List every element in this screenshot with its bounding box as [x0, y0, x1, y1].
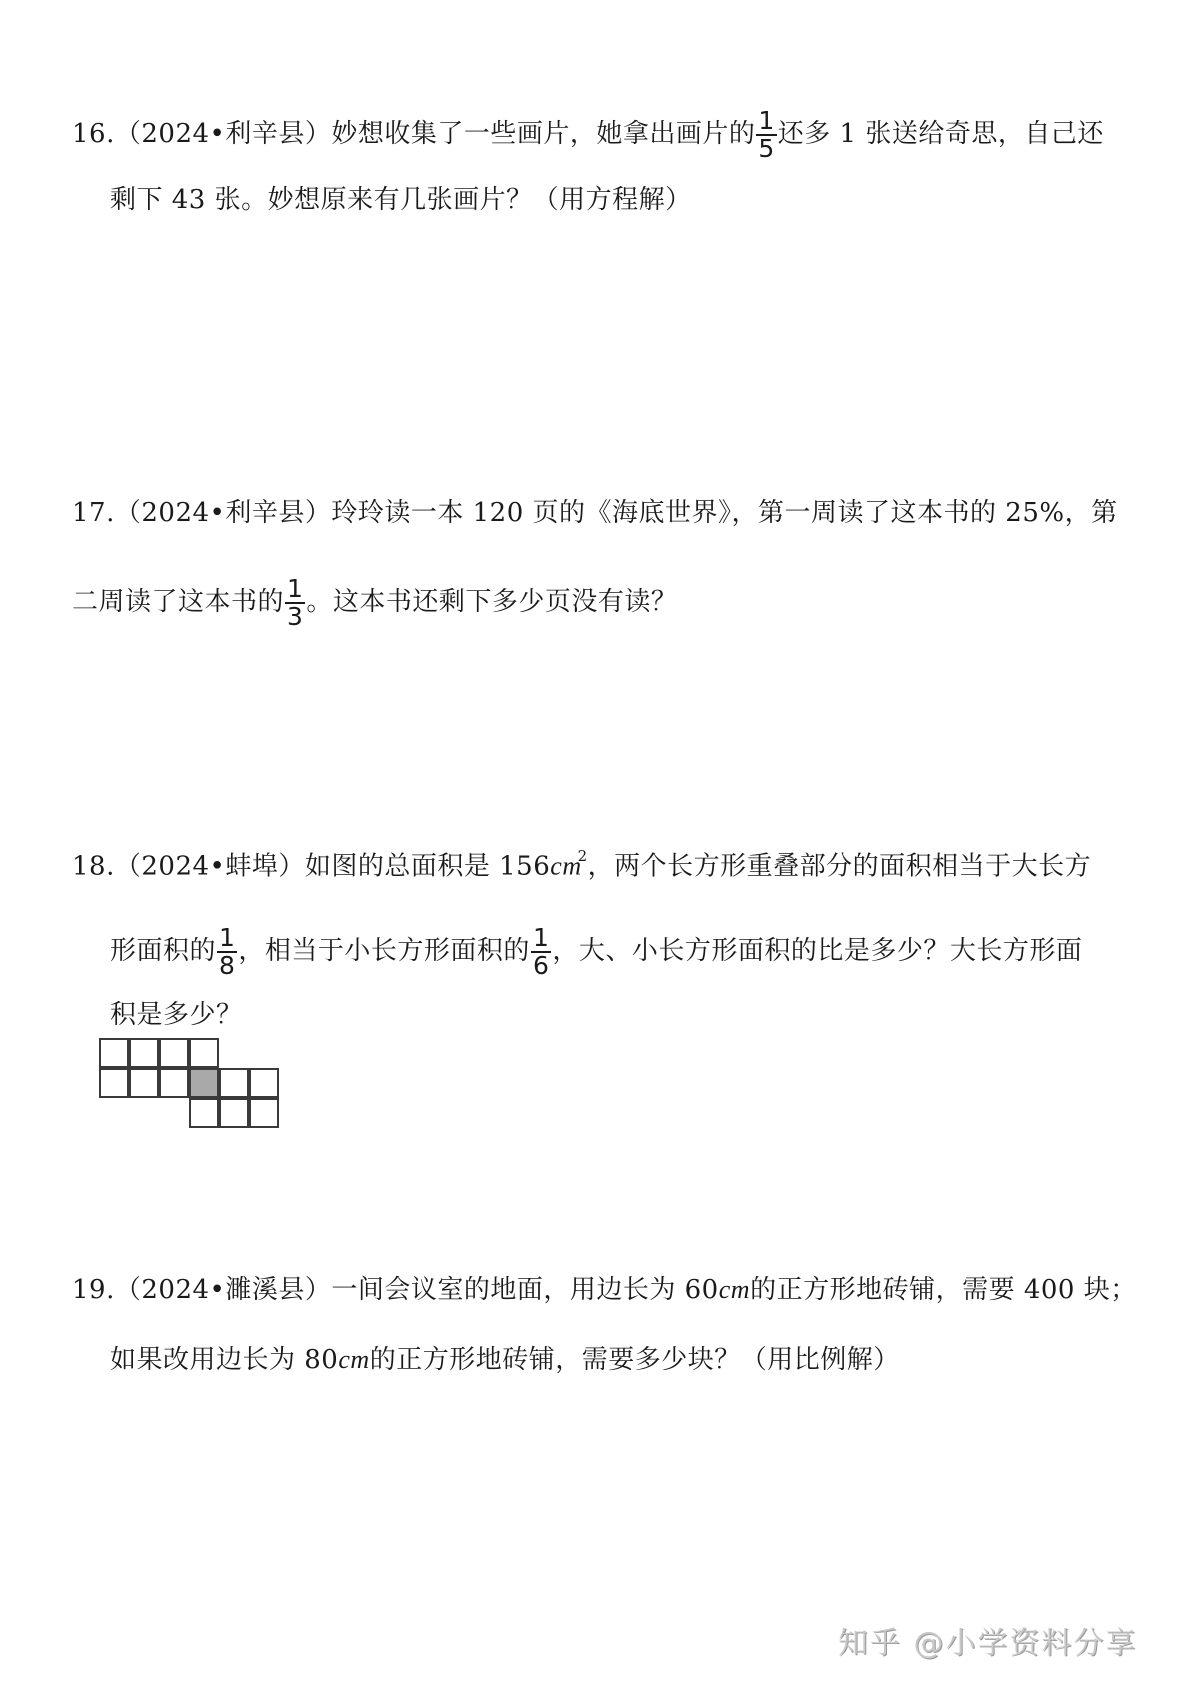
fraction-numerator: 1	[287, 574, 304, 603]
question-text: 的正方形地砖铺，需要多少块？（用比例解）	[369, 1345, 900, 1375]
fraction-denominator: 8	[219, 951, 236, 980]
grid-cell	[219, 1098, 249, 1128]
question-18-line-2	[110, 925, 1082, 979]
question-17-line-1	[72, 498, 1118, 528]
question-18-line-3	[110, 1000, 243, 1030]
grid-cell	[159, 1038, 189, 1068]
fraction-1-8	[217, 925, 237, 979]
question-16-line-1	[72, 108, 1104, 162]
fraction-numerator: 1	[532, 923, 550, 952]
question-text: ，大、小长方形面积的比是多少？大长方形面	[552, 936, 1083, 966]
grid-cell	[189, 1098, 219, 1128]
fraction-denominator: 3	[287, 602, 304, 631]
fraction-denominator: 6	[532, 951, 550, 980]
question-text: 如图的总面积是 156	[304, 851, 551, 882]
fraction-1-6	[531, 925, 551, 979]
grid-cell	[99, 1068, 129, 1098]
question-text: 。这本书还剩下多少页没有读？	[306, 587, 678, 617]
grid-cell	[249, 1098, 279, 1128]
unit-power: 2	[577, 847, 588, 865]
question-number: 18.	[72, 851, 115, 882]
grid-cell	[99, 1038, 129, 1068]
question-text: 二周读了这本书的	[72, 587, 285, 617]
grid-cell	[129, 1068, 159, 1098]
question-number: 19.	[72, 1275, 115, 1305]
grid-cell	[189, 1038, 219, 1068]
grid-cell	[159, 1068, 189, 1098]
unit-cm: cm	[550, 851, 582, 881]
grid-cell	[219, 1068, 249, 1098]
unit-cm: cm	[338, 1345, 370, 1374]
question-text: 积是多少？	[110, 1000, 243, 1030]
fraction-numerator: 1	[219, 923, 236, 952]
fraction-numerator: 1	[758, 106, 775, 135]
question-source: （2024•利辛县）	[114, 119, 332, 149]
overlap-cell	[189, 1068, 219, 1098]
question-number: 16.	[72, 119, 115, 149]
question-16-line-2	[110, 185, 692, 215]
unit-cm: cm	[718, 1275, 751, 1304]
question-text: 剩下 43 张。妙想原来有几张画片？（用方程解）	[110, 185, 692, 215]
question-source: （2024•利辛县）	[114, 498, 332, 528]
question-text: 玲玲读一本 120 页的《海底世界》，第一周读了这本书的 25%，第	[331, 498, 1118, 528]
fraction-1-5	[756, 108, 776, 162]
question-text: 形面积的	[110, 936, 217, 966]
question-17-line-2	[72, 576, 677, 630]
question-text: 一间会议室的地面，用边长为 60	[331, 1275, 719, 1305]
grid-cell	[249, 1068, 279, 1098]
grid-cell	[129, 1038, 159, 1068]
question-source: （2024•蚌埠）	[114, 851, 305, 882]
question-text: 的正方形地砖铺，需要 400 块；	[750, 1275, 1137, 1305]
question-text: ，两个长方形重叠部分的面积相当于大长方	[587, 851, 1092, 882]
question-text: ，相当于小长方形面积的	[238, 936, 530, 966]
question-18-line-1	[72, 845, 1091, 882]
question-number: 17.	[72, 498, 115, 528]
question-text: 妙想收集了一些画片，她拿出画片的	[331, 119, 756, 149]
question-19-line-1	[72, 1275, 1137, 1305]
fraction-1-3	[285, 576, 305, 630]
watermark: 知乎 @小学资料分享	[838, 1626, 1138, 1661]
question-19-line-2	[110, 1345, 900, 1375]
question-text: 如果改用边长为 80	[110, 1345, 339, 1375]
question-text: 还多 1 张送给奇思，自己还	[777, 119, 1104, 149]
fraction-denominator: 5	[758, 134, 775, 163]
question-source: （2024•濉溪县）	[114, 1275, 332, 1305]
